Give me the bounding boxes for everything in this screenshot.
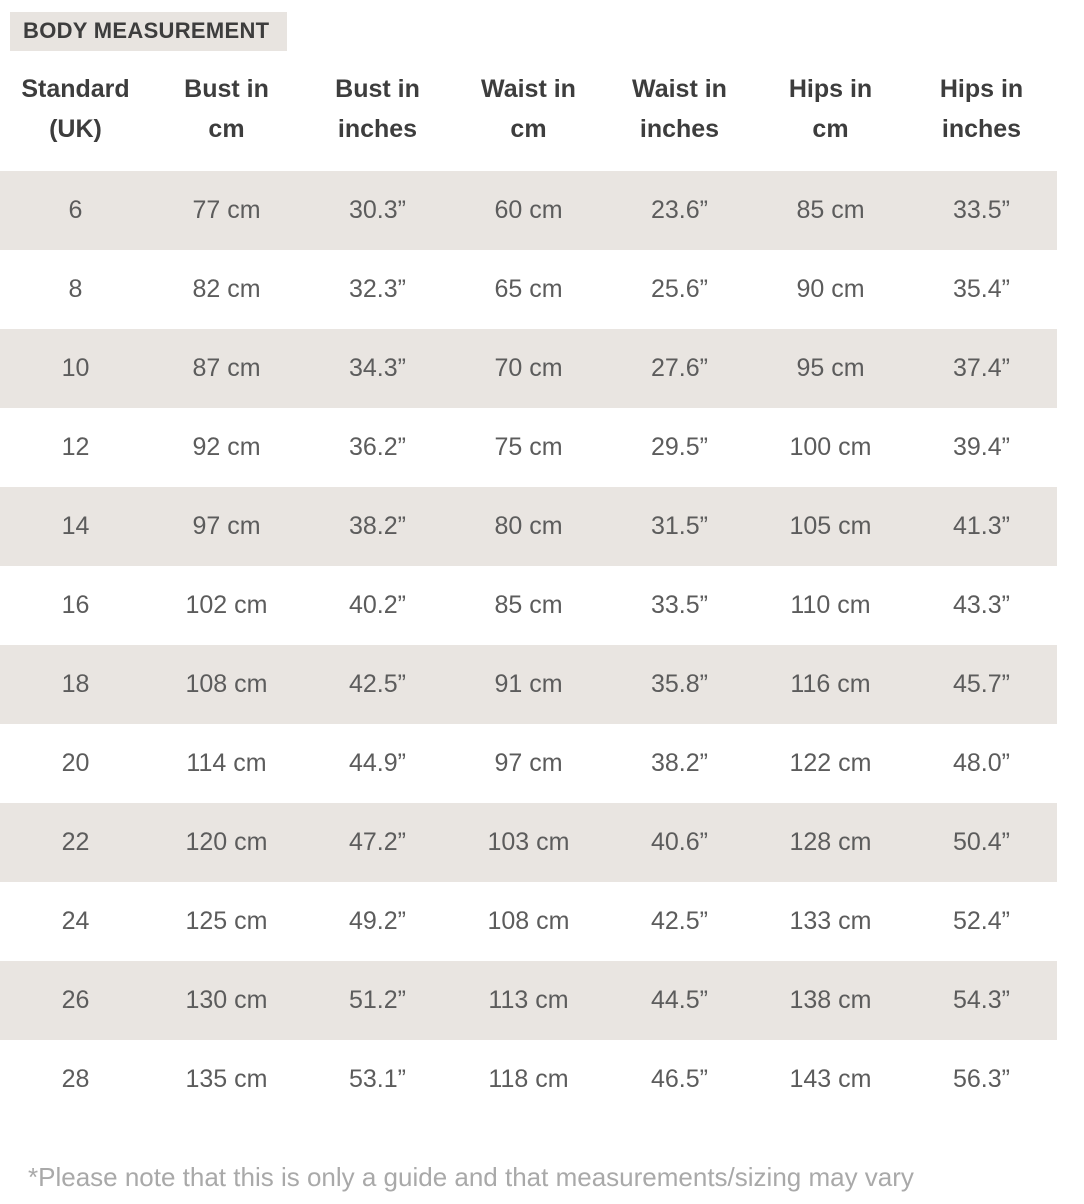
column-header [302,51,453,171]
table-cell: 42.5” [349,670,406,698]
column-header-line2: cm [208,115,245,143]
table-cell: 37.4” [953,354,1010,382]
column-header [755,51,906,171]
table-cell: 116 cm [790,670,871,698]
table-cell: 80 cm [494,512,563,540]
table-cell: 120 cm [185,828,268,856]
table-cell: 130 cm [185,986,268,1014]
table-cell: 29.5” [651,433,708,461]
table-cell: 97 cm [192,512,261,540]
table-row [0,882,1057,961]
column-header [0,51,151,171]
table-cell: 8 [68,275,83,303]
table-cell: 87 cm [192,354,261,382]
table-row [0,1040,1057,1119]
column-header-line1: Waist in [632,75,727,103]
page-title: BODY MEASUREMENT [10,12,287,51]
table-cell: 103 cm [487,828,570,856]
column-header-line1: Bust in [335,75,420,103]
table-cell: 118 cm [488,1065,569,1093]
table-cell: 97 cm [494,749,563,777]
table-cell: 133 cm [789,907,872,935]
table-cell: 52.4” [953,907,1010,935]
table-cell: 50.4” [953,828,1010,856]
table-cell: 60 cm [494,196,563,224]
table-head [0,51,1057,171]
table-cell: 125 cm [185,907,268,935]
column-header-line1: Bust in [184,75,269,103]
table-cell: 75 cm [494,433,563,461]
column-header-line2: cm [510,115,547,143]
table-cell: 90 cm [796,275,865,303]
column-header [906,51,1057,171]
table-cell: 30.3” [349,196,406,224]
table-cell: 41.3” [953,512,1010,540]
column-header-line2: inches [639,115,720,143]
table-cell: 18 [61,670,90,698]
table-cell: 143 cm [789,1065,872,1093]
table-cell: 102 cm [185,591,268,619]
table-cell: 70 cm [494,354,563,382]
column-header-line1: Hips in [939,75,1024,103]
table-cell: 20 [61,749,90,777]
table-cell: 33.5” [651,591,708,619]
table-cell: 53.1” [349,1065,406,1093]
table-cell: 33.5” [953,196,1010,224]
column-header [453,51,604,171]
table-cell: 56.3” [953,1065,1010,1093]
table-row [0,329,1057,408]
table-cell: 42.5” [651,907,708,935]
column-header-line1: Hips in [788,75,873,103]
table-row [0,566,1057,645]
table-row [0,724,1057,803]
table-row [0,408,1057,487]
table-cell: 46.5” [651,1065,708,1093]
table-cell: 113 cm [488,986,569,1014]
table-cell: 85 cm [494,591,563,619]
column-header-line1: Waist in [481,75,576,103]
column-header-line2: (UK) [49,115,102,143]
table-cell: 44.9” [349,749,406,777]
table-cell: 40.6” [651,828,708,856]
table-cell: 34.3” [349,354,406,382]
table-cell: 48.0” [953,749,1010,777]
table-cell: 45.7” [953,670,1010,698]
disclaimer-note: *Please note that this is only a guide and that measurements/sizing may vary [28,1162,914,1192]
table-cell: 135 cm [185,1065,268,1093]
table-cell: 40.2” [349,591,406,619]
table-cell: 108 cm [487,907,570,935]
table-cell: 122 cm [789,749,872,777]
table-cell: 43.3” [953,591,1010,619]
table-cell: 35.8” [651,670,708,698]
table-cell: 38.2” [349,512,406,540]
table-cell: 100 cm [789,433,872,461]
table-cell: 31.5” [651,512,708,540]
table-cell: 49.2” [349,907,406,935]
table-cell: 10 [61,354,90,382]
table-cell: 25.6” [651,275,708,303]
table-cell: 39.4” [953,433,1010,461]
table-body [0,171,1057,1119]
table-cell: 14 [61,512,90,540]
column-header [604,51,755,171]
table-cell: 12 [61,433,90,461]
table-cell: 44.5” [651,986,708,1014]
column-header-line2: inches [941,115,1022,143]
table-cell: 114 cm [186,749,267,777]
table-row [0,961,1057,1040]
table-cell: 92 cm [192,433,261,461]
table-cell: 36.2” [349,433,406,461]
table-cell: 77 cm [192,196,261,224]
table-row [0,645,1057,724]
table-cell: 65 cm [494,275,563,303]
table-row [0,171,1057,250]
table-cell: 35.4” [953,275,1010,303]
body-measurement-table [0,51,1057,1119]
table-row [0,250,1057,329]
table-cell: 85 cm [796,196,865,224]
table-cell: 23.6” [651,196,708,224]
table-cell: 108 cm [185,670,268,698]
column-header-line1: Standard [21,75,130,103]
table-cell: 91 cm [494,670,563,698]
table-cell: 28 [61,1065,90,1093]
column-header-line2: cm [812,115,849,143]
table-cell: 24 [61,907,90,935]
table-cell: 26 [61,986,90,1014]
table-header-row [0,51,1057,171]
table-row [0,803,1057,882]
table-cell: 16 [61,591,90,619]
table-cell: 110 cm [790,591,871,619]
table-cell: 51.2” [349,986,406,1014]
table-cell: 32.3” [349,275,406,303]
table-cell: 95 cm [796,354,865,382]
table-cell: 138 cm [789,986,872,1014]
table-cell: 105 cm [789,512,872,540]
table-cell: 82 cm [192,275,261,303]
table-row [0,487,1057,566]
table-cell: 27.6” [651,354,708,382]
table-cell: 128 cm [789,828,872,856]
table-cell: 54.3” [953,986,1010,1014]
table-cell: 22 [61,828,90,856]
table-cell: 38.2” [651,749,708,777]
column-header [151,51,302,171]
column-header-line2: inches [337,115,418,143]
table-cell: 6 [68,196,83,224]
table-cell: 47.2” [349,828,406,856]
title-bar [0,0,1084,51]
